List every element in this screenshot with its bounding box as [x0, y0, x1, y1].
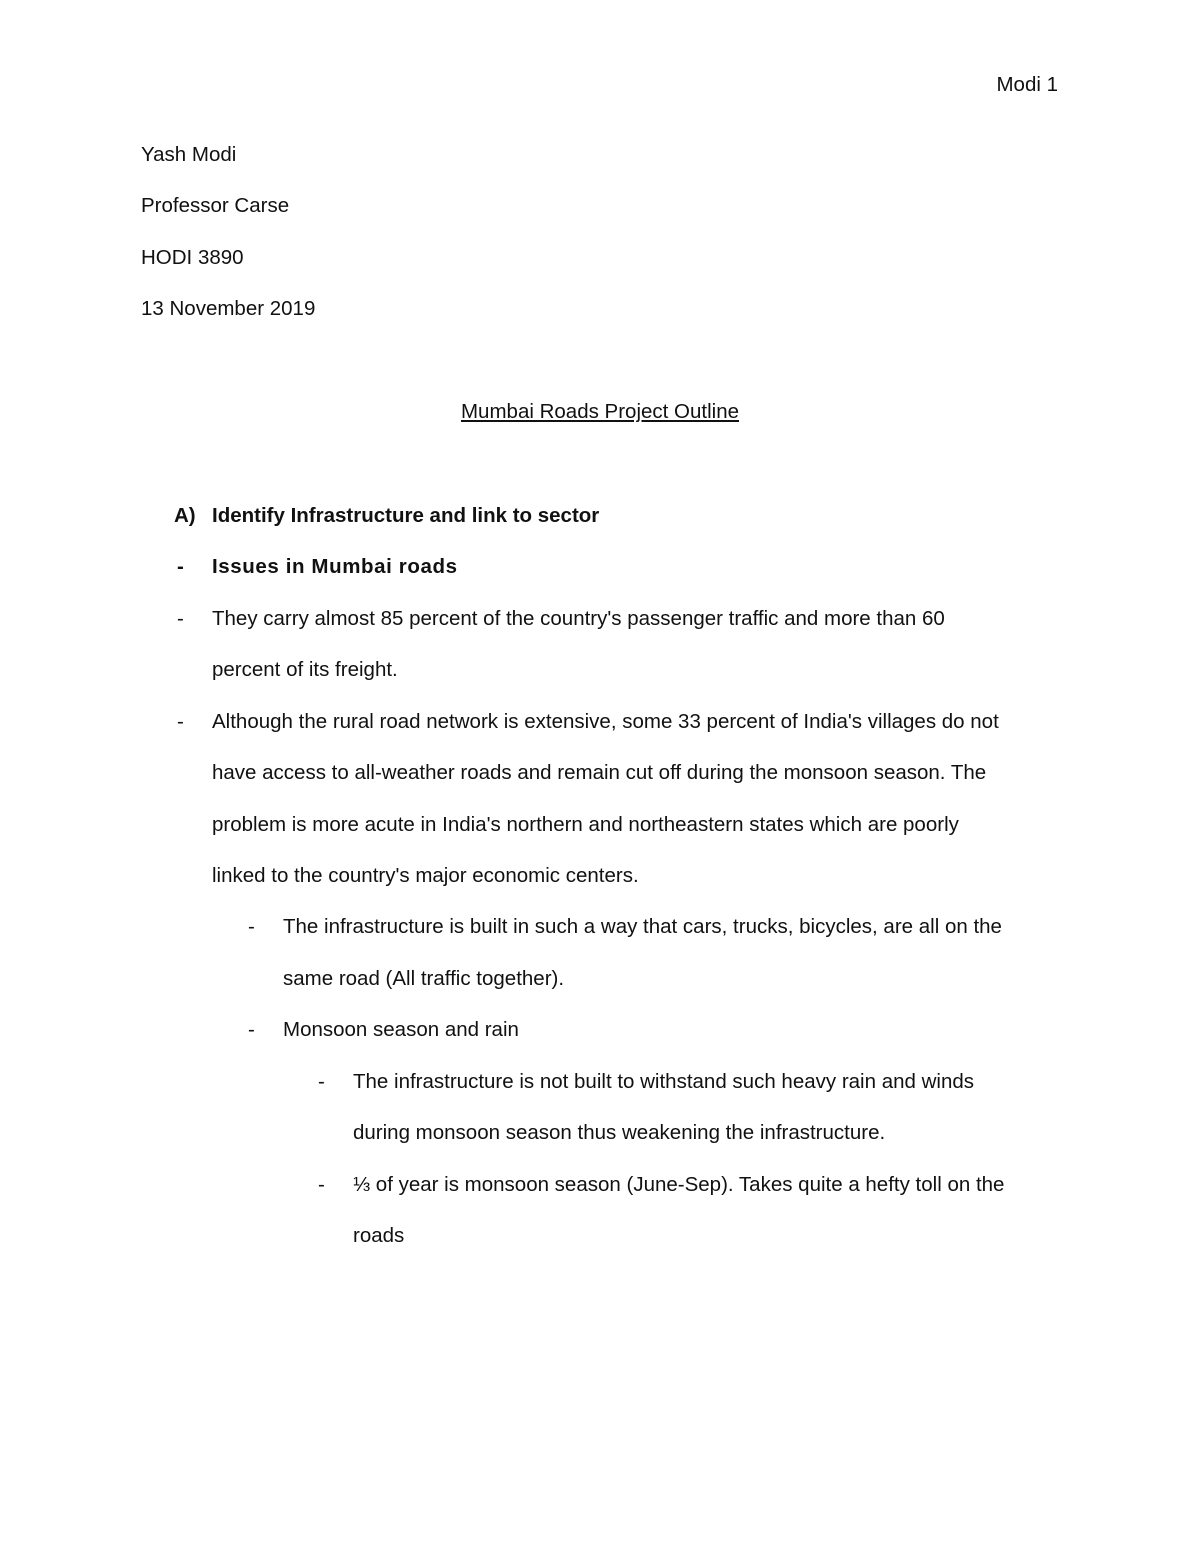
outline-subsubitem-text: The infrastructure is not built to withstand such heavy rain and winds: [353, 1070, 975, 1093]
outline-subitem-text: same road (All traffic together).: [283, 967, 565, 990]
page-header: Modi 1: [996, 73, 1058, 96]
section-marker: A): [174, 504, 196, 527]
document-title: Mumbai Roads Project Outline: [460, 400, 739, 423]
author-name: Yash Modi: [141, 143, 237, 166]
section-heading: Identify Infrastructure and link to sector: [212, 504, 600, 527]
outline-item-text: Although the rural road network is extensive, some 33 percent of India's villages do not: [212, 710, 999, 733]
outline-subitem-text: Monsoon season and rain: [283, 1018, 519, 1041]
outline-subsubitem-text: roads: [353, 1224, 405, 1247]
outline-subitem-text: The infrastructure is built in such a way that cars, trucks, bicycles, are all on the: [283, 915, 1002, 938]
outline-subsubitem-text: ⅓ of year is monsoon season (June-Sep). Takes quite a hefty toll on the: [353, 1173, 1005, 1196]
professor-name: Professor Carse: [141, 194, 290, 217]
issues-heading: Issues in Mumbai roads: [212, 555, 458, 578]
outline-item-text: have access to all-weather roads and remain cut off during the monsoon season. The: [212, 761, 987, 784]
bullet-dash: -: [248, 915, 255, 938]
outline-item-text: linked to the country's major economic centers.: [212, 864, 639, 887]
outline-item-text: problem is more acute in India's northern and northeastern states which are poorly: [212, 813, 959, 836]
outline-item-text: percent of its freight.: [212, 658, 398, 681]
bullet-dash: -: [248, 1018, 255, 1041]
course-code: HODI 3890: [141, 246, 244, 269]
bullet-dash: -: [177, 555, 184, 578]
outline-subsubitem-text: during monsoon season thus weakening the infrastructure.: [353, 1121, 886, 1144]
document-date: 13 November 2019: [141, 297, 316, 320]
bullet-dash: -: [177, 710, 184, 733]
outline-item-text: They carry almost 85 percent of the country's passenger traffic and more than 60: [212, 607, 945, 630]
bullet-dash: -: [318, 1173, 325, 1196]
bullet-dash: -: [318, 1070, 325, 1093]
bullet-dash: -: [177, 607, 184, 630]
